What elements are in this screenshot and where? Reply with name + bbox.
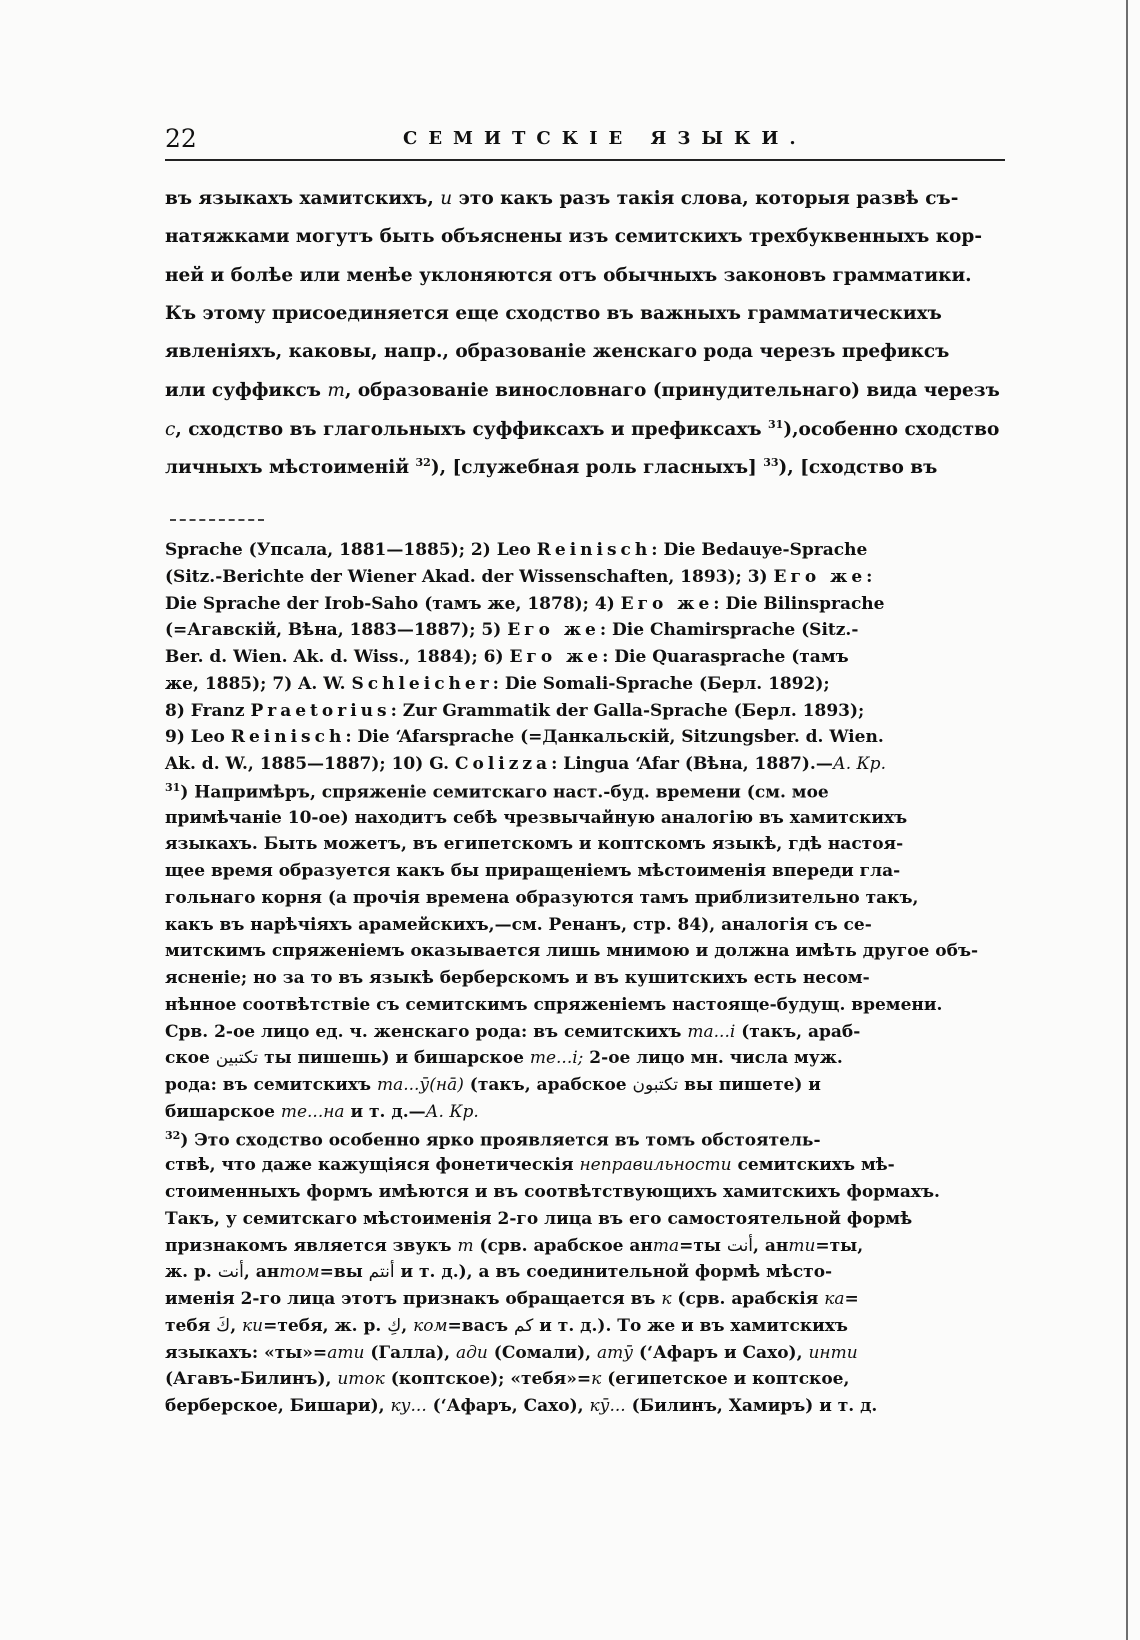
text-run: ку... xyxy=(390,1396,427,1416)
text-run: ж. р. xyxy=(165,1262,218,1283)
text-run: Die Sprache der Irob-Saho (тамъ же, 1878); 4) xyxy=(165,593,621,614)
text-run: гольнаго корня (а прочія времена образуются тамъ приблизительно такъ, xyxy=(165,887,919,908)
footnote-line xyxy=(165,808,907,828)
body-line xyxy=(165,341,949,362)
text-run: и xyxy=(440,188,453,209)
footnote-line xyxy=(165,1209,912,1229)
text-run: и т. д.— xyxy=(344,1101,426,1122)
text-run: это какъ разъ такія слова, которыя развѣ съ- xyxy=(452,188,959,209)
footnote-line xyxy=(165,540,867,560)
text-run: ствѣ, что даже кажущіяся фонетическія xyxy=(165,1155,580,1176)
footnote-line xyxy=(165,1075,821,1095)
footnote-line xyxy=(165,861,900,881)
footnote-line xyxy=(165,781,829,803)
text-run: ней и болѣе или менѣе уклоняются отъ обычныхъ законовъ грамматики. xyxy=(165,264,972,286)
text-run: : Die Bedauye-Sprache xyxy=(651,540,868,560)
text-run: стоименныхъ формъ имѣются и въ соотвѣтствующихъ хамитскихъ формахъ. xyxy=(165,1182,940,1202)
footnote-line xyxy=(165,888,918,908)
text-run: Reinisch xyxy=(536,540,652,560)
text-run: (египетское и коптское, xyxy=(601,1369,850,1390)
footnote-line xyxy=(165,567,872,587)
text-run: ати xyxy=(327,1342,365,1363)
header-rule xyxy=(165,159,1005,161)
text-run: т xyxy=(457,1235,474,1256)
text-run: , xyxy=(401,1315,414,1336)
arabic-word: أنت xyxy=(217,1262,244,1283)
text-run: т xyxy=(327,379,345,401)
text-run: , xyxy=(230,1315,243,1336)
text-run: : Die Somali-Sprache (Берл. 1892); xyxy=(492,673,830,694)
text-run: (ʻАфаръ и Сахо), xyxy=(633,1342,809,1363)
footnote-line xyxy=(165,674,830,694)
footnote-line xyxy=(165,834,903,854)
footnote-line xyxy=(165,1182,940,1202)
footnote-line xyxy=(165,1236,863,1256)
footnote-line xyxy=(165,1155,895,1175)
footnote-line xyxy=(165,1048,843,1068)
text-run: Къ этому присоединяется еще сходство въ важныхъ грамматическихъ xyxy=(165,302,942,324)
body-line xyxy=(165,265,972,286)
footnote-ref: 31 xyxy=(768,417,784,431)
footnote-line xyxy=(165,995,942,1015)
text-run: неправильности xyxy=(579,1155,732,1176)
text-run: ты пишешь) и бишарское xyxy=(258,1048,530,1069)
text-run: , ан xyxy=(243,1262,280,1283)
footnote-ref: 32 xyxy=(415,456,431,470)
text-run: =васъ xyxy=(447,1315,514,1336)
text-run: въ языкахъ хамитскихъ, xyxy=(165,188,441,209)
text-run: ),особенно сходство xyxy=(783,418,1000,440)
footnote-line xyxy=(165,1289,859,1309)
footnote-line xyxy=(165,754,886,774)
footnote-separator xyxy=(170,519,264,521)
text-run: , сходство въ глагольныхъ суффиксахъ и префиксахъ xyxy=(175,418,769,440)
text-run: (Билинъ, Хамиръ) и т. д. xyxy=(625,1396,878,1416)
footnote-line xyxy=(165,915,872,935)
text-run: Sprache (Упсала, 1881—1885); 2) Leo xyxy=(165,540,537,560)
text-run: Его же xyxy=(620,593,714,614)
text-run: ), [служебная роль гласныхъ] xyxy=(430,457,764,479)
text-run: 8) Franz xyxy=(165,700,251,721)
text-run: (такъ, арабское xyxy=(463,1075,633,1095)
text-run: 9) Leo xyxy=(165,727,231,748)
text-run: вы пишете) и xyxy=(678,1075,821,1095)
text-run: ти xyxy=(788,1235,816,1256)
text-run: =вы xyxy=(319,1262,369,1283)
arabic-word: أنت xyxy=(726,1235,754,1256)
footnote-line xyxy=(165,1343,858,1363)
footnote-line xyxy=(165,647,849,667)
footnote-ref: 33 xyxy=(763,456,779,470)
text-run: с xyxy=(165,418,176,440)
text-run: именія 2-го лица этотъ признакъ обращается въ xyxy=(165,1289,662,1309)
arabic-word: كم xyxy=(513,1315,534,1336)
footnote-line xyxy=(165,1369,849,1389)
footnote-line xyxy=(165,1022,860,1042)
text-run: (такъ, араб- xyxy=(735,1021,861,1042)
arabic-word: تكتبون xyxy=(632,1075,679,1095)
text-run: =ты xyxy=(679,1235,727,1256)
text-run: Colizza xyxy=(454,754,552,774)
text-run: ади xyxy=(456,1342,488,1363)
text-run: : xyxy=(866,566,873,587)
footnote-line xyxy=(165,594,884,614)
body-line xyxy=(165,188,958,209)
text-run: кӯ... xyxy=(589,1396,626,1416)
running-head: СЕМИТСКІЕ ЯЗЫКИ. xyxy=(403,128,807,149)
text-run: Его же xyxy=(773,566,867,587)
text-run: атӯ xyxy=(596,1342,634,1363)
footnote-line xyxy=(165,1262,832,1282)
footnote-line xyxy=(165,1102,479,1122)
text-run: Schleicher xyxy=(351,673,493,694)
text-run: ское xyxy=(165,1048,216,1069)
page-header xyxy=(165,124,1005,162)
text-run: бишарское xyxy=(165,1101,281,1122)
text-run: , ан xyxy=(753,1235,789,1256)
text-run: рода: въ семитскихъ xyxy=(165,1075,377,1095)
body-line xyxy=(165,303,942,324)
text-run: же, 1885); 7) A. W. xyxy=(165,673,352,694)
text-run: (Галла), xyxy=(364,1342,456,1363)
text-run: : Zur Grammatik der Galla-Sprache (Берл. 1893); xyxy=(390,700,865,721)
text-run: та xyxy=(652,1235,680,1256)
text-run: 2-ое лицо мн. числа муж. xyxy=(583,1048,843,1069)
text-run: иток xyxy=(337,1369,385,1390)
text-run: (коптское); «тебя»= xyxy=(384,1369,592,1390)
text-run: ка xyxy=(824,1289,845,1309)
footnote-line xyxy=(165,701,864,721)
text-run: Такъ, у семитскаго мѣстоименія 2-го лица въ его самостоятельной формѣ xyxy=(165,1208,913,1229)
text-run: те...і; xyxy=(529,1048,584,1069)
text-run: инти xyxy=(808,1342,858,1363)
text-run: Срв. 2-ое лицо ед. ч. женскаго рода: въ семитскихъ xyxy=(165,1021,688,1042)
page-edge-line xyxy=(1126,0,1128,1640)
text-run: явленіяхъ, каковы, напр., образованіе женскаго рода черезъ префиксъ xyxy=(165,341,950,363)
text-run: Ber. d. Wien. Ak. d. Wiss., 1884); 6) xyxy=(165,647,510,667)
text-run: к xyxy=(661,1289,672,1309)
text-run: (срв. арабское ан xyxy=(473,1235,653,1256)
text-run: и т. д.). То же и въ хамитскихъ xyxy=(533,1315,848,1336)
text-run: натяжками могутъ быть объяснены изъ семитскихъ трехбуквенныхъ кор- xyxy=(165,226,983,248)
text-run: ), [сходство въ xyxy=(778,457,938,479)
text-run: Его же xyxy=(509,647,603,667)
text-run: : Die ʻAfarsprache (=Данкальскій, Sitzungsber. d. Wien. xyxy=(345,727,884,748)
footnote-ref: 31 xyxy=(165,780,181,794)
text-run: ком xyxy=(413,1315,448,1336)
page-number: 22 xyxy=(165,124,197,153)
text-run: примѣчаніе 10-ое) находитъ себѣ чрезвычайную аналогію въ хамитскихъ xyxy=(165,807,908,828)
footnote-line xyxy=(165,968,870,988)
arabic-word: كِ xyxy=(387,1315,402,1336)
text-run: (ʻАфаръ, Сахо), xyxy=(426,1396,590,1416)
text-run: : Die Bilinsprache xyxy=(713,593,885,614)
footnote-line xyxy=(165,620,858,640)
text-run: щее время образуется какъ бы приращеніемъ мѣстоименія впереди гла- xyxy=(165,861,901,881)
arabic-word: أنتم xyxy=(368,1262,395,1283)
body-line xyxy=(165,456,937,478)
text-run: Reinisch xyxy=(230,727,346,748)
text-run: А. Кр. xyxy=(425,1101,479,1122)
text-run: (срв. арабскія xyxy=(671,1289,825,1309)
text-run: Praetorius xyxy=(250,700,391,721)
text-run: ) Напримѣръ, спряженіе семитскаго наст.-буд. времени (см. мое xyxy=(180,782,829,803)
text-run: , образованіе винословнаго (принудительнаго) вида черезъ xyxy=(344,379,1000,401)
footnote-line xyxy=(165,1396,877,1416)
text-run: те...на xyxy=(280,1101,345,1122)
text-run: Его же xyxy=(507,620,600,641)
text-run: к xyxy=(591,1369,602,1390)
text-run: : Lingua ʻAfar (Вѣна, 1887).— xyxy=(551,754,833,774)
text-run: =тебя, ж. р. xyxy=(263,1315,388,1336)
text-run: признакомъ является звукъ xyxy=(165,1235,458,1256)
text-run: : Die Quarasprache (тамъ xyxy=(602,647,849,667)
text-run: : Die Chamirsprache (Sitz.- xyxy=(599,620,859,641)
text-run: (Сомали), xyxy=(487,1342,597,1363)
text-run: та...і xyxy=(687,1021,736,1042)
text-run: митскимъ спряженіемъ оказывается лишь мнимою и должна имѣть другое объ- xyxy=(165,941,979,962)
footnote-ref: 32 xyxy=(165,1128,181,1142)
text-run: (Агавъ-Билинъ), xyxy=(165,1369,338,1390)
arabic-word: كَ xyxy=(216,1315,231,1336)
text-run: А. Кр. xyxy=(832,754,886,774)
footnote-line xyxy=(165,941,978,961)
body-line xyxy=(165,380,1000,401)
footnote-line xyxy=(165,1129,821,1151)
text-run: и т. д.), а въ соединительной формѣ мѣсто- xyxy=(394,1262,833,1283)
text-run: ) Это сходство особенно ярко проявляется въ томъ обстоятель- xyxy=(180,1130,821,1151)
body-line xyxy=(165,226,982,247)
text-run: какъ въ нарѣчіяхъ арамейскихъ,—см. Ренанъ, стр. 84), аналогія съ се- xyxy=(165,914,872,935)
text-run: ки xyxy=(242,1315,264,1336)
text-run: =ты, xyxy=(815,1235,864,1256)
text-run: том xyxy=(279,1262,320,1283)
text-run: тебя xyxy=(165,1315,217,1336)
text-run: та...ӯ(нā) xyxy=(376,1075,464,1095)
arabic-word: تكتبين xyxy=(215,1048,259,1069)
text-run: (=Агавскій, Вѣна, 1883—1887); 5) xyxy=(165,620,508,641)
body-line xyxy=(165,418,999,440)
text-run: языкахъ: «ты»= xyxy=(165,1342,328,1363)
text-run: или суффиксъ xyxy=(165,379,328,401)
text-run: нѣнное соотвѣтствіе съ семитскимъ спряженіемъ настояще-будущ. времени. xyxy=(165,994,943,1015)
text-run: берберское, Бишари), xyxy=(165,1396,391,1416)
text-run: = xyxy=(844,1289,859,1309)
footnote-line xyxy=(165,727,884,747)
text-run: семитскихъ мѣ- xyxy=(731,1155,895,1176)
footnote-line xyxy=(165,1316,848,1336)
text-run: ясненіе; но за то въ языкѣ берберскомъ и въ кушитскихъ есть несом- xyxy=(165,968,870,988)
text-run: (Sitz.-Berichte der Wiener Akad. der Wissenschaften, 1893); 3) xyxy=(165,566,774,587)
text-run: Ak. d. W., 1885—1887); 10) G. xyxy=(165,754,455,774)
text-run: языкахъ. Быть можетъ, въ египетскомъ и коптскомъ языкѣ, гдѣ настоя- xyxy=(165,834,904,855)
text-run: личныхъ мѣстоименій xyxy=(165,457,416,479)
